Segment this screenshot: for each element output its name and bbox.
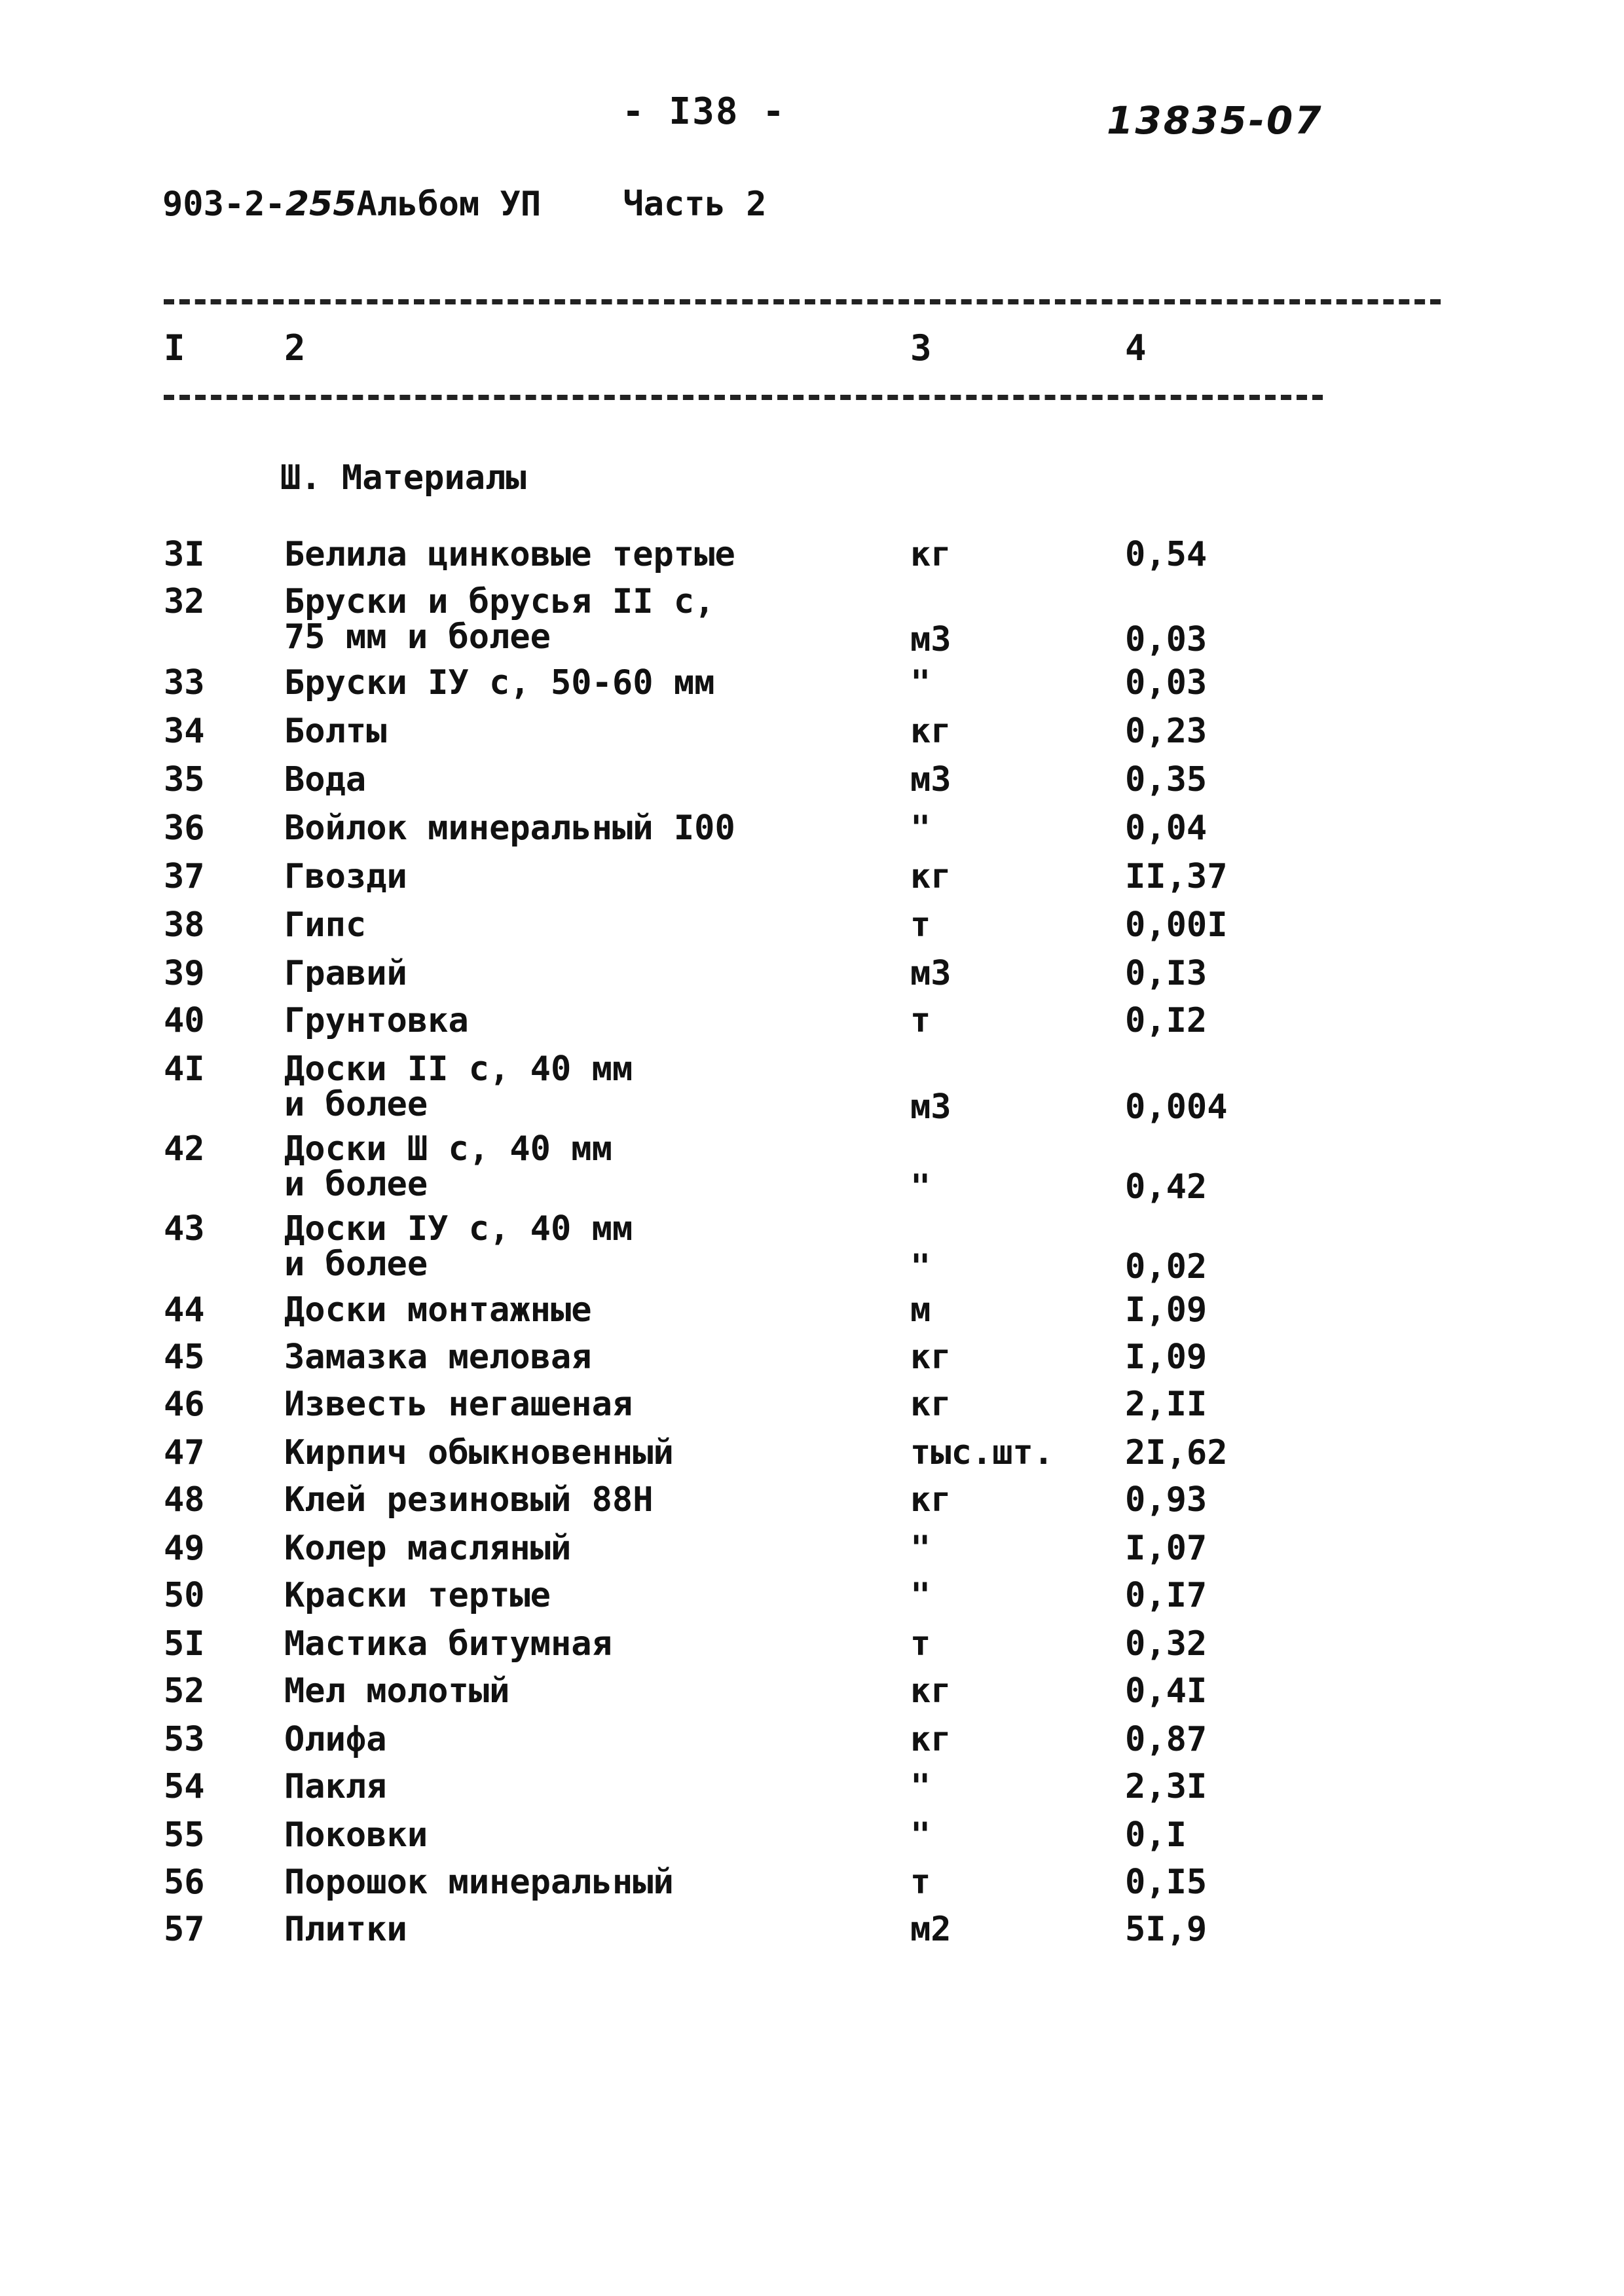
unit-of-measure: кг [910, 712, 951, 751]
unit-of-measure: т [910, 1624, 931, 1664]
quantity: 0,I2 [1125, 1001, 1208, 1040]
material-name: Войлок минеральный I00 [284, 809, 735, 848]
quantity: 0,23 [1125, 712, 1208, 751]
material-name: Бруски IУ с, 50-60 мм [284, 663, 715, 702]
unit-of-measure: " [910, 1167, 931, 1207]
row-number: 48 [164, 1480, 205, 1520]
quantity: 0,03 [1125, 620, 1208, 659]
unit-of-measure: кг [910, 1480, 951, 1520]
quantity: I,09 [1125, 1338, 1208, 1377]
material-name: Плитки [284, 1910, 407, 1949]
unit-of-measure: м2 [910, 1910, 951, 1949]
material-name: Олифа [284, 1720, 387, 1759]
row-number: 56 [164, 1863, 205, 1902]
unit-of-measure: " [910, 809, 931, 848]
quantity: 0,I7 [1125, 1576, 1208, 1615]
material-name: Пакля [284, 1767, 387, 1806]
row-number: 37 [164, 857, 205, 896]
quantity: 0,I3 [1125, 954, 1208, 993]
unit-of-measure: кг [910, 857, 951, 896]
part-label: Часть 2 [623, 185, 767, 224]
quantity: 0,35 [1125, 760, 1208, 799]
quantity: 2I,62 [1125, 1433, 1228, 1472]
unit-of-measure: кг [910, 535, 951, 574]
row-number: 34 [164, 712, 205, 751]
row-number: 45 [164, 1338, 205, 1377]
unit-of-measure: т [910, 905, 931, 945]
unit-of-measure: тыс.шт. [910, 1433, 1054, 1472]
material-name: Болты [284, 712, 387, 751]
quantity: 0,02 [1125, 1247, 1208, 1286]
section-title: Ш. Материалы [280, 458, 526, 498]
row-number: 54 [164, 1767, 205, 1806]
row-number: 50 [164, 1576, 205, 1615]
document-code-prefix: 903-2- [162, 185, 286, 224]
row-number: 52 [164, 1671, 205, 1711]
document-stamp: 13835-07 [1107, 98, 1323, 143]
material-name: Гвозди [284, 857, 407, 896]
row-number: 39 [164, 954, 205, 993]
column-header-3: 3 [910, 327, 932, 369]
material-name: Доски IУ с, 40 мм и более [284, 1209, 633, 1284]
material-name: Кирпич обыкновенный [284, 1433, 674, 1472]
unit-of-measure: м [910, 1290, 931, 1330]
row-number: 5I [164, 1624, 205, 1664]
row-number: 46 [164, 1385, 205, 1424]
quantity: I,07 [1125, 1529, 1208, 1568]
quantity: 0,32 [1125, 1624, 1208, 1664]
unit-of-measure: м3 [910, 954, 951, 993]
material-name: Замазка меловая [284, 1338, 592, 1377]
table-top-rule [164, 299, 1441, 304]
quantity: 0,004 [1125, 1087, 1228, 1127]
quantity: 0,4I [1125, 1671, 1208, 1711]
unit-of-measure: т [910, 1863, 931, 1902]
row-number: 33 [164, 663, 205, 702]
row-number: 47 [164, 1433, 205, 1472]
quantity: 0,00I [1125, 905, 1228, 945]
row-number: 38 [164, 905, 205, 945]
row-number: 42 [164, 1129, 205, 1169]
unit-of-measure: " [910, 1247, 931, 1286]
document-header [162, 185, 767, 224]
quantity: 0,03 [1125, 663, 1208, 702]
unit-of-measure: " [910, 1815, 931, 1855]
quantity: 0,42 [1125, 1167, 1208, 1207]
material-name: Поковки [284, 1815, 428, 1855]
material-name: Клей резиновый 88Н [284, 1480, 654, 1520]
material-name: Вода [284, 760, 367, 799]
material-name: Белила цинковые тертые [284, 535, 735, 574]
row-number: 53 [164, 1720, 205, 1759]
quantity: II,37 [1125, 857, 1228, 896]
unit-of-measure: м3 [910, 620, 951, 659]
unit-of-measure: " [910, 1576, 931, 1615]
table-header-rule [164, 395, 1323, 400]
material-name: Доски монтажные [284, 1290, 592, 1330]
album-label: Альбом УП [356, 185, 542, 224]
unit-of-measure: кг [910, 1671, 951, 1711]
quantity: 0,I5 [1125, 1863, 1208, 1902]
quantity: 0,87 [1125, 1720, 1208, 1759]
material-name: Грунтовка [284, 1001, 469, 1040]
material-name: Мастика битумная [284, 1624, 612, 1664]
material-name: Краски тертые [284, 1576, 551, 1615]
quantity: 2,3I [1125, 1767, 1208, 1806]
row-number: 40 [164, 1001, 205, 1040]
quantity: 5I,9 [1125, 1910, 1208, 1949]
unit-of-measure: " [910, 1767, 931, 1806]
material-name: Бруски и брусья II с, 75 мм и более [284, 582, 715, 657]
row-number: 57 [164, 1910, 205, 1949]
unit-of-measure: кг [910, 1338, 951, 1377]
unit-of-measure: " [910, 663, 931, 702]
document-code-handwritten: 255 [285, 185, 357, 224]
material-name: Доски II с, 40 мм и более [284, 1049, 633, 1124]
material-name: Гипс [284, 905, 367, 945]
unit-of-measure: кг [910, 1385, 951, 1424]
row-number: 35 [164, 760, 205, 799]
unit-of-measure: кг [910, 1720, 951, 1759]
material-name: Доски Ш с, 40 мм и более [284, 1129, 612, 1204]
row-number: 3I [164, 535, 205, 574]
quantity: 0,04 [1125, 809, 1208, 848]
unit-of-measure: м3 [910, 1087, 951, 1127]
quantity: 0,93 [1125, 1480, 1208, 1520]
material-name: Порошок минеральный [284, 1863, 674, 1902]
material-name: Известь негашеная [284, 1385, 633, 1424]
page-number: - I38 - [622, 90, 786, 133]
unit-of-measure: " [910, 1529, 931, 1568]
row-number: 36 [164, 809, 205, 848]
column-header-1: I [164, 327, 185, 369]
quantity: I,09 [1125, 1290, 1208, 1330]
unit-of-measure: т [910, 1001, 931, 1040]
quantity: 0,54 [1125, 535, 1208, 574]
material-name: Колер масляный [284, 1529, 572, 1568]
material-name: Мел молотый [284, 1671, 510, 1711]
row-number: 49 [164, 1529, 205, 1568]
quantity: 2,II [1125, 1385, 1208, 1424]
row-number: 4I [164, 1049, 205, 1089]
column-header-2: 2 [284, 327, 306, 369]
row-number: 43 [164, 1209, 205, 1248]
quantity: 0,I [1125, 1815, 1187, 1855]
unit-of-measure: м3 [910, 760, 951, 799]
column-header-4: 4 [1125, 327, 1147, 369]
row-number: 32 [164, 582, 205, 621]
row-number: 44 [164, 1290, 205, 1330]
material-name: Гравий [284, 954, 407, 993]
row-number: 55 [164, 1815, 205, 1855]
